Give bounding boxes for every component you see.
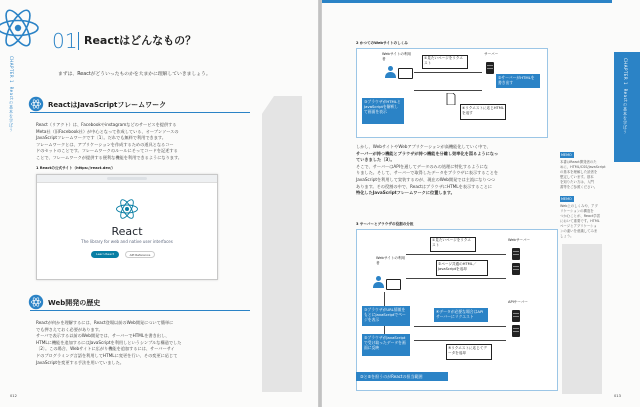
react-logo-title: React xyxy=(111,225,143,238)
fig2-arrow2 xyxy=(406,278,506,279)
server-icon xyxy=(512,263,520,275)
chapter-side-label: CHAPTER 1 Reactの基本を学ぼう xyxy=(9,56,14,132)
right-page xyxy=(322,0,640,407)
fig1-step4: ④リクエストに応じHTMLを返す xyxy=(460,104,506,120)
fig2-web-server-label: Webサーバー xyxy=(508,238,531,242)
fig2-step6: ⑤リクエストに応じてデータを返却 xyxy=(446,344,492,360)
fig1-server-label: サーバー xyxy=(484,52,499,56)
fig1-arrow2 xyxy=(414,90,482,91)
figure3-caption: 3 サーバーとブラウザの役割の分担 xyxy=(356,222,414,226)
page-title: Reactはどんなもの？ xyxy=(84,34,197,47)
fig2-step5: ⑤ブラウザがJavaScriptで受け取ったデータを画面に反映 xyxy=(362,334,410,356)
server-icon xyxy=(486,62,494,74)
page-number-right: 013 xyxy=(614,394,621,398)
title-divider xyxy=(78,32,79,50)
intro-text: まずは、Reactがどういったものかを大まかに理解していきましょう。 xyxy=(58,72,211,77)
fig2-arrow1 xyxy=(406,254,506,255)
person-icon xyxy=(372,276,384,288)
fig2-arrow4 xyxy=(414,340,506,341)
figure1-caption: 1 Reactの公式サイト（https://react.dev/） xyxy=(36,166,116,170)
page-number-left: 012 xyxy=(10,394,17,398)
fig1-arrow1 xyxy=(414,72,482,73)
fig2-step4: ④データが必要な場合はAPIサーバーにリクエスト xyxy=(434,308,488,322)
memo2-text: Web上のしくみや、アプ リケーションの構造を つかむことが、React学習 において重要です。HTML ページとアプリケーショ ンの違いを意識してみま しょう。 xyxy=(560,204,601,238)
fig2-api-server-label: APIサーバー xyxy=(508,300,528,304)
server-icon xyxy=(512,310,520,322)
section-number: 01 xyxy=(52,29,78,53)
fig2-step1: ①見たいページをリクエスト xyxy=(430,237,476,252)
react-logo-icon xyxy=(0,6,40,50)
react-logo-icon xyxy=(115,197,139,221)
fig1-step1: ①見たいページをリクエスト xyxy=(422,55,468,69)
address-bar xyxy=(107,177,147,180)
fig2-user-label: Webサイトの利用者 xyxy=(376,256,406,266)
margin-band xyxy=(562,244,602,394)
document-icon xyxy=(446,93,456,105)
person-icon xyxy=(384,66,396,78)
top-rule xyxy=(322,0,612,3)
fig1-step2: ②サーバーがHTMLを書き出す xyxy=(496,74,540,88)
h2-react: ReactはJavaScriptフレームワーク xyxy=(48,101,167,109)
fig1-step3: ③ブラウザがHTMLとJavaScriptを解釈して画面を表示 xyxy=(362,98,404,124)
fig2-step2: ②ページ共通のHTML／JavaScriptを返却 xyxy=(436,260,488,276)
memo1-label-text: MEMO xyxy=(561,153,572,157)
memo2-label-text: MEMO xyxy=(561,197,572,201)
fig1-user-label: Webサイトの利用者 xyxy=(382,52,412,62)
fig2-arrow3 xyxy=(414,326,506,327)
monitor-icon xyxy=(386,279,401,290)
heading-atom-icon xyxy=(28,96,44,112)
learn-react-button[interactable]: Learn React xyxy=(91,251,119,258)
heading-atom-icon xyxy=(28,294,44,310)
api-reference-button[interactable]: API Reference xyxy=(125,251,155,258)
server-icon xyxy=(512,248,520,260)
left-page xyxy=(0,0,318,407)
history-paragraph: Reactが何かを理解するには、React登場以前のWeb開発について簡単に でも押さえておく必要があります。 サーバで表示する以前のWeb開発では、サーバーでHTMLを書き出し、 HTMLに機能を追加するにはJavaScriptを利用しというシンプルな構造でした 〔2〕。この場合、Webサイトに広がり機能を追加するには、サーバーサイ ドのプログラミング言語を利用してHTMLに変更を行い、その変更に応じて JavaScriptを変更する手法を用いていました。 xyxy=(36,320,182,365)
react-site-screenshot xyxy=(36,174,218,280)
fig2-step3: ③ブラウザがURL情報をもとにJavaScriptでページを表示 xyxy=(362,306,410,326)
chapter-side-label: CHAPTER 1 Reactの基本を学ぼう xyxy=(623,58,628,134)
margin-band xyxy=(262,96,302,392)
react-paragraph: React（リアクト）は、Facebookやinstagramなどのサービスを提供する Meta社（旧Facebook社）が中心となって作成している、オープンソースの JavaScriptフレームワークです〔1〕。だれでも無料で利用できます。 フレームワークとは、アプリケーションを作成するための道具となるコー ドのセットのことです。フレームワークのルールにそってコードを記述する ことで、フレームワークが提供する便利な機能を利用できるようになります。 xyxy=(36,122,182,160)
react-logo-subtitle: The library for web and native user interfaces xyxy=(81,239,173,244)
figure2-caption: 2 かつてのWebサイトのしくみ xyxy=(356,41,408,45)
h2-history: Web開発の歴史 xyxy=(48,299,101,307)
role-paragraph: しかし、WebサイトやWebアプリケーションが高機能化していく中で、 サーバーが持つ機能とブラウザが持つ機能を分離し効率化を図るようになっ ていきました〔3〕。 そこで、サーバーはAPIを通してデータのみの処理に特化するようにな りました。そして、サーバーで取得したデータをブラウザに表示することを JavaScriptを利用して実装するのが、現在のWeb開発では主流になりつつ あります。その役割の中で、ReactはブラウザにHTMLを表示することに 特化したJavaScriptフレームワークに位置します。 xyxy=(356,144,499,196)
fig2-footer-band: ③と⑤を担うのがReactの担当範囲 xyxy=(356,372,448,381)
monitor-icon xyxy=(398,68,413,79)
memo1-text: 本書はReact開発者のた めに、HTML/CSS/JavaScript の基本を理解した読者を 想定しています。基本 を知りたい方は、入門 書等をご参照ください。 xyxy=(560,160,606,189)
server-icon xyxy=(512,325,520,337)
